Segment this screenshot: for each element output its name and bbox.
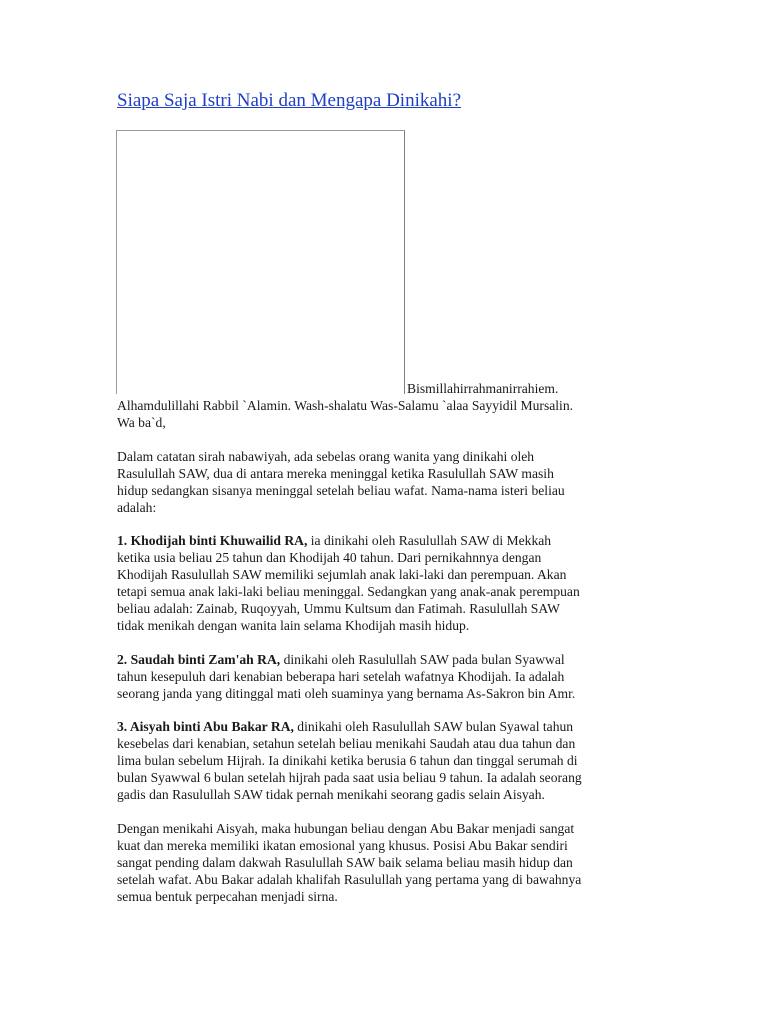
paragraph-line: bulan Syawwal 6 bulan setelah hijrah pada saat usia beliau 9 tahun. Ia adalah seorang xyxy=(117,770,582,785)
paragraph-line: kuat dan mereka memiliki ikatan emosional yang khusus. Posisi Abu Bakar sendiri xyxy=(117,838,568,853)
paragraph-line: Dengan menikahi Aisyah, maka hubungan beliau dengan Abu Bakar menjadi sangat xyxy=(117,821,575,836)
paragraph-text: ia dinikahi oleh Rasulullah SAW di Mekkah xyxy=(307,533,552,548)
paragraph-line: tidak menikah dengan wanita lain selama Khodijah masih hidup. xyxy=(117,618,470,633)
wife-name-heading: 3. Aisyah binti Abu Bakar RA, xyxy=(117,719,294,734)
article-title-link[interactable]: Siapa Saja Istri Nabi dan Mengapa Dinikahi? xyxy=(117,90,462,111)
paragraph-line: lima bulan sebelum Hijrah. Ia dinikahi ketika berusia 6 tahun dan tinggal serumah di xyxy=(117,753,578,768)
intro-line: Wa ba`d, xyxy=(117,415,166,430)
paragraph-line: hidup sedangkan sisanya meninggal setelah beliau wafat. Nama-nama isteri beliau xyxy=(117,483,565,498)
intro-first-line: Bismillahirrahmanirrahiem. xyxy=(407,381,559,396)
paragraph-line xyxy=(117,651,657,668)
paragraph-line: seorang janda yang ditinggal mati oleh suaminya yang bernama As-Sakron bin Amr. xyxy=(117,686,576,701)
paragraph-intro xyxy=(117,448,657,516)
intro-paragraph xyxy=(117,397,657,431)
paragraph-line: Dalam catatan sirah nabawiyah, ada sebelas orang wanita yang dinikahi oleh xyxy=(117,449,535,464)
paragraph-line: kesebelas dari kenabian, setahun setelah beliau menikahi Saudah atau dua tahun dan xyxy=(117,736,576,751)
paragraph-closing xyxy=(117,820,657,905)
paragraph-line: gadis dan Rasulullah SAW tidak pernah menikahi seorang gadis selain Aisyah. xyxy=(117,787,545,802)
paragraph-wife-2 xyxy=(117,651,657,702)
paragraph-wife-1 xyxy=(117,532,657,634)
paragraph-line: Rasulullah SAW, dua di antara mereka meninggal ketika Rasulullah SAW masih xyxy=(117,466,554,481)
intro-line: Alhamdulillahi Rabbil `Alamin. Wash-shalatu Was-Salamu `alaa Sayyidil Mursalin. xyxy=(117,398,574,413)
paragraph-line: ketika usia beliau 25 tahun dan Khodijah 40 tahun. Dari pernikahnnya dengan xyxy=(117,550,542,565)
paragraph-line: beliau adalah: Zainab, Ruqoyyah, Ummu Kultsum dan Fatimah. Rasulullah SAW xyxy=(117,601,560,616)
wife-name-heading: 1. Khodijah binti Khuwailid RA, xyxy=(117,533,308,548)
paragraph-line: adalah: xyxy=(117,500,157,515)
paragraph-line: tetapi semua anak laki-laki beliau meninggal. Sedangkan yang anak-anak perempuan xyxy=(117,584,580,599)
wife-name-heading: 2. Saudah binti Zam'ah RA, xyxy=(117,652,281,667)
paragraph-line xyxy=(117,532,657,549)
paragraph-line: setelah wafat. Abu Bakar adalah khalifah Rasulullah yang pertama yang di bawahnya xyxy=(117,872,582,887)
paragraph-line xyxy=(117,718,657,735)
paragraph-line: tahun kesepuluh dari kenabian beberapa hari setelah wafatnya Khodijah. Ia adalah xyxy=(117,669,565,684)
paragraph-line: semua bentuk perpecahan menjadi sirna. xyxy=(117,889,338,904)
paragraph-wife-3 xyxy=(117,718,657,803)
image-placeholder xyxy=(116,130,405,394)
paragraph-line: sangat pending dalam dakwah Rasulullah SAW baik selama beliau masih hidup dan xyxy=(117,855,573,870)
paragraph-line: Khodijah Rasulullah SAW memiliki sejumlah anak laki-laki dan perempuan. Akan xyxy=(117,567,567,582)
paragraph-text: dinikahi oleh Rasulullah SAW pada bulan Syawwal xyxy=(280,652,565,667)
paragraph-text: dinikahi oleh Rasulullah SAW bulan Syawal tahun xyxy=(293,719,574,734)
